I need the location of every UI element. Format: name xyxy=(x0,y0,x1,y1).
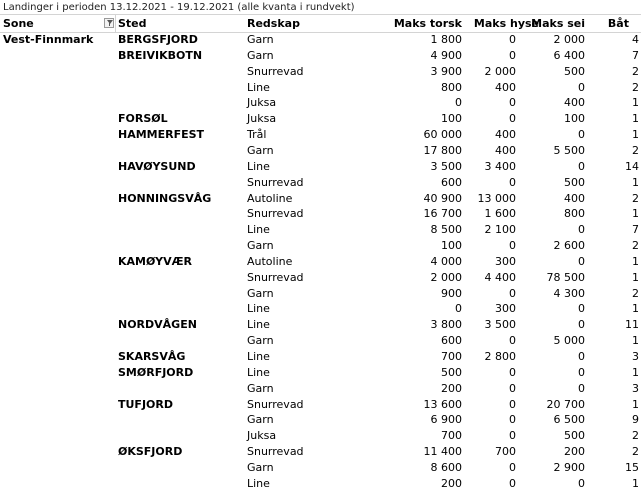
row-bat: 7 xyxy=(632,223,639,237)
row-maks-hyse: 2 000 xyxy=(484,64,516,78)
row-maks-sei: 78 500 xyxy=(546,270,585,284)
row-maks-torsk: 4 900 xyxy=(430,48,462,62)
row-redskap: Autoline xyxy=(247,191,293,205)
row-redskap: Snurrevad xyxy=(247,270,304,284)
row-bat: 1 xyxy=(632,302,639,316)
row-maks-sei: 6 400 xyxy=(553,48,585,62)
row-redskap: Juksa xyxy=(247,112,277,126)
row-redskap: Snurrevad xyxy=(247,397,304,411)
row-maks-torsk: 700 xyxy=(441,429,462,443)
row-redskap: Garn xyxy=(247,413,274,427)
row-maks-torsk: 4 000 xyxy=(430,254,462,268)
row-maks-sei: 100 xyxy=(564,112,585,126)
row-maks-sei: 800 xyxy=(564,207,585,221)
row-redskap: Line xyxy=(247,476,270,490)
row-maks-sei: 2 600 xyxy=(553,239,585,253)
row-maks-hyse: 700 xyxy=(495,445,516,459)
row-maks-hyse: 3 500 xyxy=(484,318,516,332)
row-maks-sei: 0 xyxy=(578,350,585,363)
row-redskap: Juksa xyxy=(247,429,277,443)
row-bat: 14 xyxy=(625,159,639,173)
row-redskap: Garn xyxy=(247,460,274,474)
row-bat: 4 xyxy=(632,33,639,46)
row-sted: TUFJORD xyxy=(118,397,173,411)
table-row xyxy=(0,95,641,111)
row-redskap: Snurrevad xyxy=(247,445,304,459)
table-row xyxy=(0,397,641,413)
row-maks-torsk: 600 xyxy=(441,175,462,189)
row-maks-sei: 0 xyxy=(578,318,585,332)
row-sted: HONNINGSVÅG xyxy=(118,191,212,205)
row-maks-sei: 0 xyxy=(578,365,585,379)
table-row xyxy=(0,48,641,64)
row-maks-hyse: 0 xyxy=(509,33,516,46)
table-row xyxy=(0,270,641,286)
row-maks-hyse: 0 xyxy=(509,460,516,474)
row-maks-torsk: 900 xyxy=(441,286,462,300)
row-bat: 3 xyxy=(632,381,639,395)
row-maks-hyse: 400 xyxy=(495,128,516,142)
table-row xyxy=(0,381,641,397)
row-maks-torsk: 100 xyxy=(441,239,462,253)
table-row xyxy=(0,238,641,254)
row-maks-torsk: 700 xyxy=(441,350,462,363)
row-maks-torsk: 200 xyxy=(441,381,462,395)
row-maks-sei: 6 500 xyxy=(553,413,585,427)
row-redskap: Line xyxy=(247,350,270,363)
row-sted: FORSØL xyxy=(118,112,168,126)
row-maks-torsk: 6 900 xyxy=(430,413,462,427)
row-bat: 2 xyxy=(632,429,639,443)
row-maks-sei: 500 xyxy=(564,64,585,78)
row-sone: Vest-Finnmark xyxy=(3,33,94,46)
table-row xyxy=(0,222,641,238)
row-redskap: Line xyxy=(247,365,270,379)
table-row xyxy=(0,127,641,143)
row-maks-sei: 200 xyxy=(564,445,585,459)
table-header xyxy=(0,15,641,33)
row-maks-torsk: 11 400 xyxy=(423,445,462,459)
row-bat: 1 xyxy=(632,175,639,189)
row-sted: SMØRFJORD xyxy=(118,365,194,379)
table-row xyxy=(0,349,641,365)
row-redskap: Line xyxy=(247,159,270,173)
row-maks-hyse: 0 xyxy=(509,334,516,348)
row-redskap: Line xyxy=(247,223,270,237)
row-maks-hyse: 0 xyxy=(509,365,516,379)
row-maks-hyse: 0 xyxy=(509,381,516,395)
row-maks-sei: 0 xyxy=(578,254,585,268)
row-maks-torsk: 40 900 xyxy=(423,191,462,205)
row-bat: 1 xyxy=(632,476,639,490)
row-maks-hyse: 0 xyxy=(509,286,516,300)
row-redskap: Garn xyxy=(247,33,274,46)
row-maks-torsk: 200 xyxy=(441,476,462,490)
row-maks-sei: 0 xyxy=(578,223,585,237)
row-maks-hyse: 3 400 xyxy=(484,159,516,173)
row-maks-torsk: 60 000 xyxy=(423,128,462,142)
row-sted: NORDVÅGEN xyxy=(118,318,197,332)
table-row xyxy=(0,64,641,80)
row-maks-hyse: 0 xyxy=(509,476,516,490)
row-maks-torsk: 0 xyxy=(455,302,462,316)
column-header-sted[interactable]: Sted xyxy=(118,17,147,30)
row-redskap: Trål xyxy=(247,128,267,142)
row-redskap: Line xyxy=(247,80,270,94)
table-row xyxy=(0,111,641,127)
row-maks-hyse: 300 xyxy=(495,302,516,316)
row-bat: 2 xyxy=(632,80,639,94)
row-bat: 2 xyxy=(632,286,639,300)
row-bat: 2 xyxy=(632,239,639,253)
table-row xyxy=(0,286,641,302)
row-maks-sei: 0 xyxy=(578,128,585,142)
row-bat: 1 xyxy=(632,365,639,379)
row-bat: 2 xyxy=(632,143,639,157)
table-row xyxy=(0,254,641,270)
row-maks-hyse: 300 xyxy=(495,254,516,268)
row-bat: 1 xyxy=(632,112,639,126)
row-bat: 7 xyxy=(632,48,639,62)
row-maks-sei: 0 xyxy=(578,476,585,490)
table-row xyxy=(0,476,641,492)
column-header-maks-sei[interactable]: Maks sei xyxy=(531,17,585,30)
table-row xyxy=(0,143,641,159)
table-row xyxy=(0,206,641,222)
row-redskap: Snurrevad xyxy=(247,64,304,78)
column-header-sone[interactable]: Sone xyxy=(3,17,34,30)
row-sted: HAVØYSUND xyxy=(118,159,196,173)
row-maks-hyse: 0 xyxy=(509,112,516,126)
row-redskap: Line xyxy=(247,318,270,332)
row-bat: 9 xyxy=(632,413,639,427)
row-maks-torsk: 3 900 xyxy=(430,64,462,78)
row-redskap: Line xyxy=(247,302,270,316)
row-maks-hyse: 0 xyxy=(509,96,516,110)
row-redskap: Autoline xyxy=(247,254,293,268)
row-maks-sei: 400 xyxy=(564,96,585,110)
row-maks-sei: 20 700 xyxy=(546,397,585,411)
row-maks-sei: 5 500 xyxy=(553,143,585,157)
row-maks-sei: 2 900 xyxy=(553,460,585,474)
row-maks-torsk: 17 800 xyxy=(423,143,462,157)
row-sted: BREIVIKBOTN xyxy=(118,48,203,62)
column-header-redskap[interactable]: Redskap xyxy=(247,17,300,30)
row-sted: BERGSFJORD xyxy=(118,33,198,46)
table-row xyxy=(0,412,641,428)
row-maks-torsk: 0 xyxy=(455,96,462,110)
table-row xyxy=(0,428,641,444)
table-row xyxy=(0,365,641,381)
row-sted: KAMØYVÆR xyxy=(118,254,193,268)
row-bat: 1 xyxy=(632,96,639,110)
row-maks-hyse: 1 600 xyxy=(484,207,516,221)
row-maks-torsk: 1 800 xyxy=(430,33,462,46)
table-row xyxy=(0,80,641,96)
row-sted: ØKSFJORD xyxy=(118,445,183,459)
row-bat: 11 xyxy=(625,318,639,332)
row-redskap: Snurrevad xyxy=(247,175,304,189)
table-row xyxy=(0,460,641,476)
row-bat: 3 xyxy=(632,350,639,363)
row-redskap: Garn xyxy=(247,143,274,157)
row-redskap: Garn xyxy=(247,334,274,348)
table-row xyxy=(0,159,641,175)
row-bat: 1 xyxy=(632,254,639,268)
row-maks-hyse: 0 xyxy=(509,397,516,411)
column-divider xyxy=(115,15,116,32)
row-bat: 1 xyxy=(632,397,639,411)
row-maks-hyse: 0 xyxy=(509,429,516,443)
row-maks-torsk: 13 600 xyxy=(423,397,462,411)
row-bat: 1 xyxy=(632,270,639,284)
table-row xyxy=(0,444,641,460)
row-maks-sei: 0 xyxy=(578,302,585,316)
row-sted: HAMMERFEST xyxy=(118,128,205,142)
row-bat: 1 xyxy=(632,128,639,142)
row-maks-hyse: 2 100 xyxy=(484,223,516,237)
row-maks-sei: 500 xyxy=(564,429,585,443)
row-bat: 2 xyxy=(632,445,639,459)
column-header-maks-torsk[interactable]: Maks torsk xyxy=(393,17,462,30)
row-maks-sei: 0 xyxy=(578,80,585,94)
row-maks-hyse: 4 400 xyxy=(484,270,516,284)
row-maks-torsk: 3 800 xyxy=(430,318,462,332)
row-redskap: Garn xyxy=(247,381,274,395)
row-maks-hyse: 400 xyxy=(495,143,516,157)
row-maks-sei: 500 xyxy=(564,175,585,189)
column-header-bat[interactable]: Båt xyxy=(607,17,629,30)
row-maks-hyse: 0 xyxy=(509,48,516,62)
row-sted: SKARSVÅG xyxy=(118,350,186,363)
row-maks-sei: 4 300 xyxy=(553,286,585,300)
column-header-maks-hyse[interactable]: Maks hyse xyxy=(473,17,539,30)
row-maks-hyse: 0 xyxy=(509,239,516,253)
row-redskap: Juksa xyxy=(247,96,277,110)
row-maks-hyse: 13 000 xyxy=(477,191,516,205)
table-row xyxy=(0,175,641,191)
row-bat: 1 xyxy=(632,207,639,221)
table-row xyxy=(0,333,641,349)
row-maks-torsk: 600 xyxy=(441,334,462,348)
report-caption: Landinger i perioden 13.12.2021 - 19.12.2021 (alle kvanta i rundvekt) xyxy=(0,0,641,15)
row-maks-sei: 0 xyxy=(578,381,585,395)
row-maks-sei: 5 000 xyxy=(553,334,585,348)
table-row xyxy=(0,191,641,207)
row-bat: 2 xyxy=(632,191,639,205)
row-maks-torsk: 3 500 xyxy=(430,159,462,173)
row-bat: 1 xyxy=(632,334,639,348)
row-maks-torsk: 500 xyxy=(441,365,462,379)
table-row xyxy=(0,32,641,48)
row-redskap: Garn xyxy=(247,286,274,300)
table-row xyxy=(0,301,641,317)
row-maks-hyse: 0 xyxy=(509,413,516,427)
row-maks-hyse: 0 xyxy=(509,175,516,189)
row-redskap: Garn xyxy=(247,239,274,253)
row-maks-torsk: 8 600 xyxy=(430,460,462,474)
row-maks-hyse: 400 xyxy=(495,80,516,94)
row-bat: 15 xyxy=(625,460,639,474)
row-maks-torsk: 2 000 xyxy=(430,270,462,284)
row-maks-sei: 2 000 xyxy=(553,33,585,46)
row-maks-sei: 0 xyxy=(578,159,585,173)
row-bat: 2 xyxy=(632,64,639,78)
row-maks-hyse: 2 800 xyxy=(484,350,516,363)
row-redskap: Garn xyxy=(247,48,274,62)
row-redskap: Snurrevad xyxy=(247,207,304,221)
filter-icon[interactable] xyxy=(104,18,114,28)
row-maks-torsk: 16 700 xyxy=(423,207,462,221)
table-row xyxy=(0,317,641,333)
row-maks-sei: 400 xyxy=(564,191,585,205)
row-maks-torsk: 800 xyxy=(441,80,462,94)
row-maks-torsk: 8 500 xyxy=(430,223,462,237)
row-maks-torsk: 100 xyxy=(441,112,462,126)
